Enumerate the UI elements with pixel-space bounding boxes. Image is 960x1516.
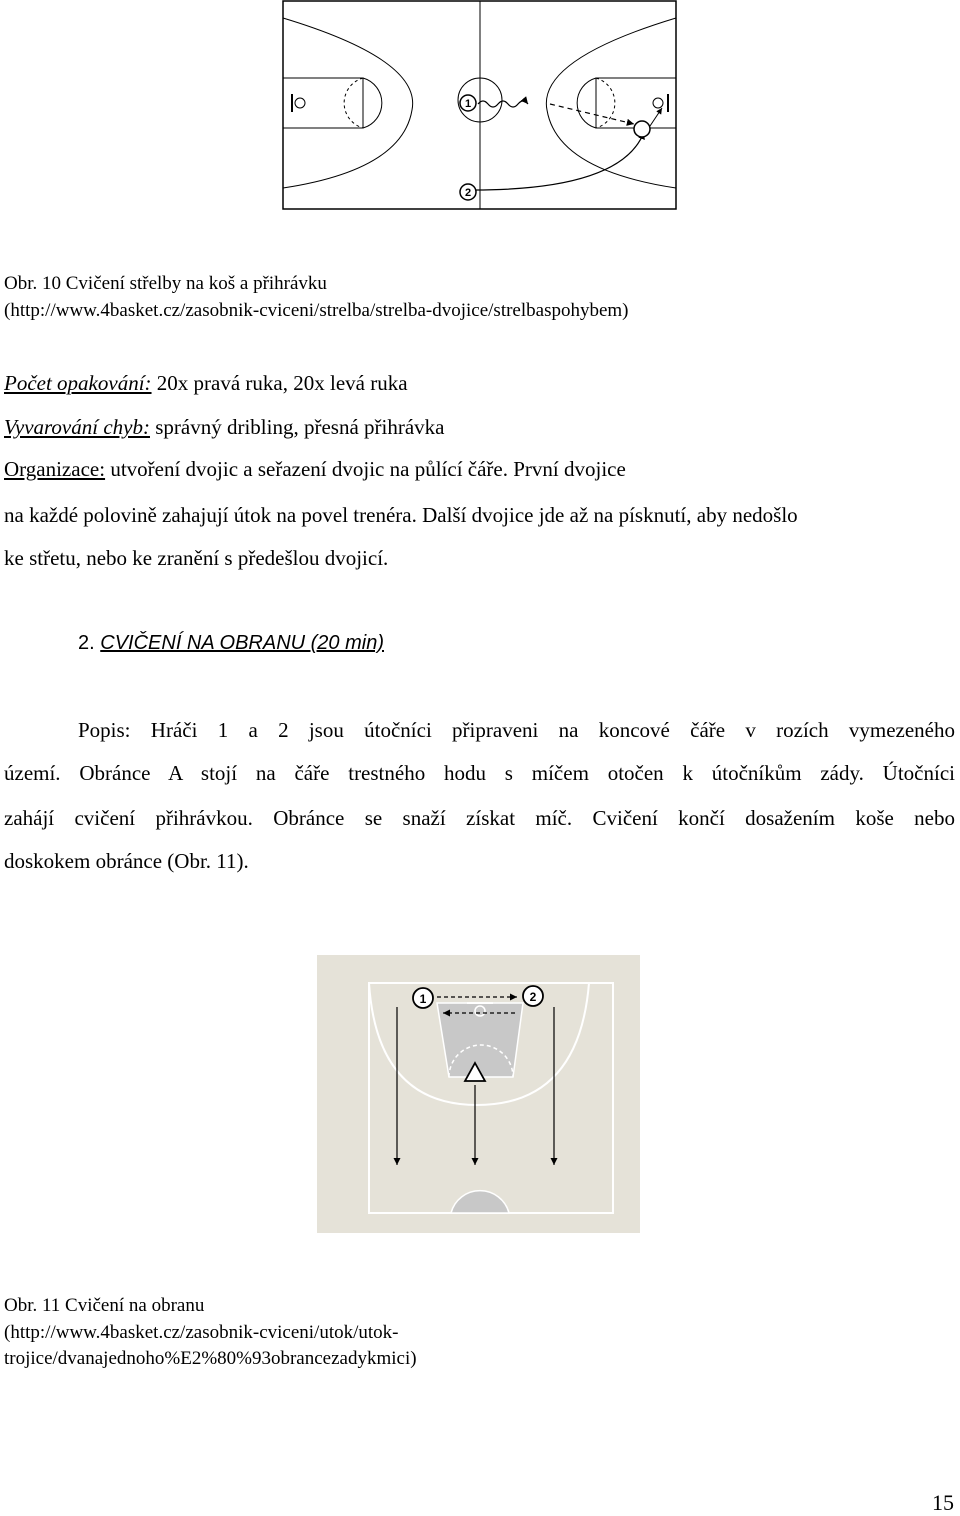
errors-value: správný dribling, přesná přihrávka xyxy=(149,415,445,439)
organization-value-cont: První dvojice xyxy=(507,457,626,481)
errors-line xyxy=(4,415,445,440)
organization-line xyxy=(4,457,626,482)
figure-10-caption-title: Obr. 10 Cvičení střelby na koš a přihrávku xyxy=(4,273,327,294)
svg-text:1: 1 xyxy=(419,992,427,1006)
description-line-1: Popis: Hráči 1 a 2 jsou útočníci připraveni na koncové čáře v rozích vymezeného xyxy=(78,718,955,742)
player-2-marker xyxy=(523,986,543,1006)
repetitions-value: 20x pravá ruka, 20x levá ruka xyxy=(151,371,408,395)
description-line-4: doskokem obránce (Obr. 11). xyxy=(4,849,249,873)
figure-10-caption-source: (http://www.4basket.cz/zasobnik-cviceni/strelba/strelba-dvojice/strelbaspohybem) xyxy=(4,300,629,321)
section-heading xyxy=(78,632,384,655)
page-number: 15 xyxy=(932,1490,954,1515)
organization-value: utvoření dvojic a seřazení dvojic na půlící čáře. xyxy=(105,457,508,481)
player-1-marker xyxy=(460,95,476,111)
organization-label: Organizace: xyxy=(4,457,106,481)
figure-10-court-diagram xyxy=(282,0,678,212)
organization-text-line-3: ke střetu, nebo ke zranění s předešlou dvojicí. xyxy=(4,546,389,570)
repetitions-line xyxy=(4,371,408,396)
errors-label: Vyvarování chyb: xyxy=(4,415,150,439)
section-title: CVIČENÍ NA OBRANU (20 min) xyxy=(100,632,384,654)
repetitions-label: Počet opakování: xyxy=(4,371,152,395)
figure-11-caption-source-2: trojice/dvanajednoho%E2%80%93obrancezadykmici) xyxy=(4,1348,417,1369)
section-number: 2. xyxy=(78,632,95,654)
player-1-marker xyxy=(413,988,433,1008)
svg-text:1: 1 xyxy=(464,98,472,110)
organization-text-line-2: na každé polovině zahajují útok na povel trenéra. Další dvojice jde až na písknutí, aby nedošlo xyxy=(4,503,798,527)
description-line-2: území. Obránce A stojí na čáře trestného hodu s míčem otočen k útočníkům zády. Útočníci xyxy=(4,761,955,785)
shooter-position-marker xyxy=(634,121,650,137)
description-line-3: zahájí cvičení přihrávkou. Obránce se snaží získat míč. Cvičení končí dosažením koše nebo xyxy=(4,806,955,830)
svg-text:2: 2 xyxy=(464,187,472,199)
svg-text:2: 2 xyxy=(529,990,537,1004)
figure-11-court-diagram xyxy=(317,955,640,1233)
figure-11-caption-source-1: (http://www.4basket.cz/zasobnik-cviceni/utok/utok- xyxy=(4,1322,399,1343)
player-2-marker xyxy=(460,184,476,200)
figure-11-caption-title: Obr. 11 Cvičení na obranu xyxy=(4,1295,205,1316)
